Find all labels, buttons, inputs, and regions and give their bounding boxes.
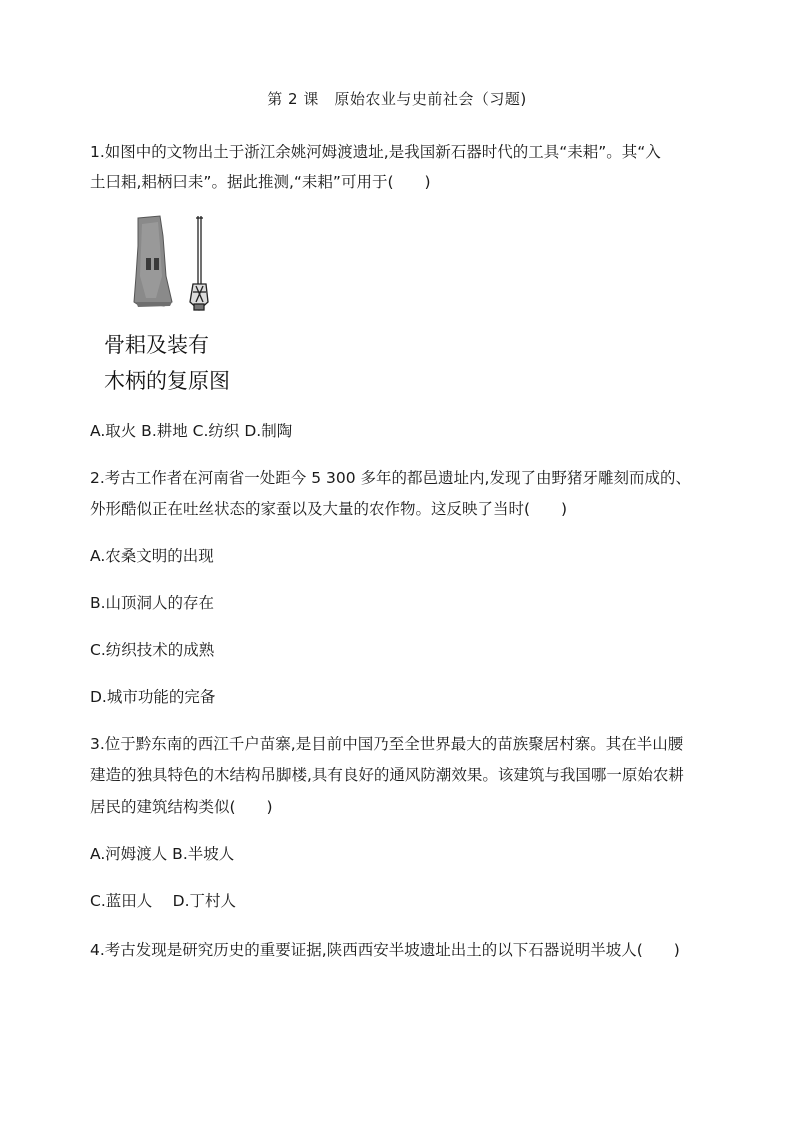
wooden-handle-icon [190, 216, 208, 310]
question-1-line-1: 1.如图中的文物出土于浙江余姚河姆渡遗址,是我国新石器时代的工具“耒耜”。其“入 [90, 143, 661, 161]
question-3-line-3: 居民的建筑结构类似( ) [90, 798, 273, 816]
question-4-line-1: 4.考古发现是研究历史的重要证据,陕西西安半坡遗址出土的以下石器说明半坡人( ) [90, 941, 680, 959]
question-2-option-b: B.山顶洞人的存在 [90, 594, 215, 612]
question-3-option-cd: C.蓝田人 D.丁村人 [90, 892, 237, 910]
question-2-line-2: 外形酷似正在吐丝状态的家蚕以及大量的农作物。这反映了当时( ) [90, 500, 568, 518]
question-2-option-a: A.农桑文明的出现 [90, 547, 214, 565]
question-3-line-1: 3.位于黔东南的西江千户苗寨,是目前中国乃至全世界最大的苗族聚居村寨。其在半山腰 [90, 735, 684, 753]
page-title: 第 2 课 原始农业与史前社会（习题) [267, 90, 527, 108]
question-1-options: A.取火 B.耕地 C.纺织 D.制陶 [90, 422, 293, 440]
question-3-line-2: 建造的独具特色的木结构吊脚楼,具有良好的通风防潮效果。该建筑与我国哪一原始农耕 [90, 766, 684, 784]
bone-spade-icon [134, 216, 172, 307]
question-1-line-2: 土曰耜,耜柄曰耒”。据此推测,“耒耜”可用于( ) [90, 173, 431, 191]
question-2-option-c: C.纺织技术的成熟 [90, 641, 215, 659]
question-2-option-d: D.城市功能的完备 [90, 688, 216, 706]
question-2-line-1: 2.考古工作者在河南省一处距今 5 300 多年的都邑遗址内,发现了由野猪牙雕刻而成的、 [90, 469, 691, 487]
figure-caption-line-2: 木柄的复原图 [104, 369, 230, 393]
question-3-option-ab: A.河姆渡人 B.半坡人 [90, 845, 235, 863]
figure-caption-line-1: 骨耜及装有 [104, 333, 209, 357]
